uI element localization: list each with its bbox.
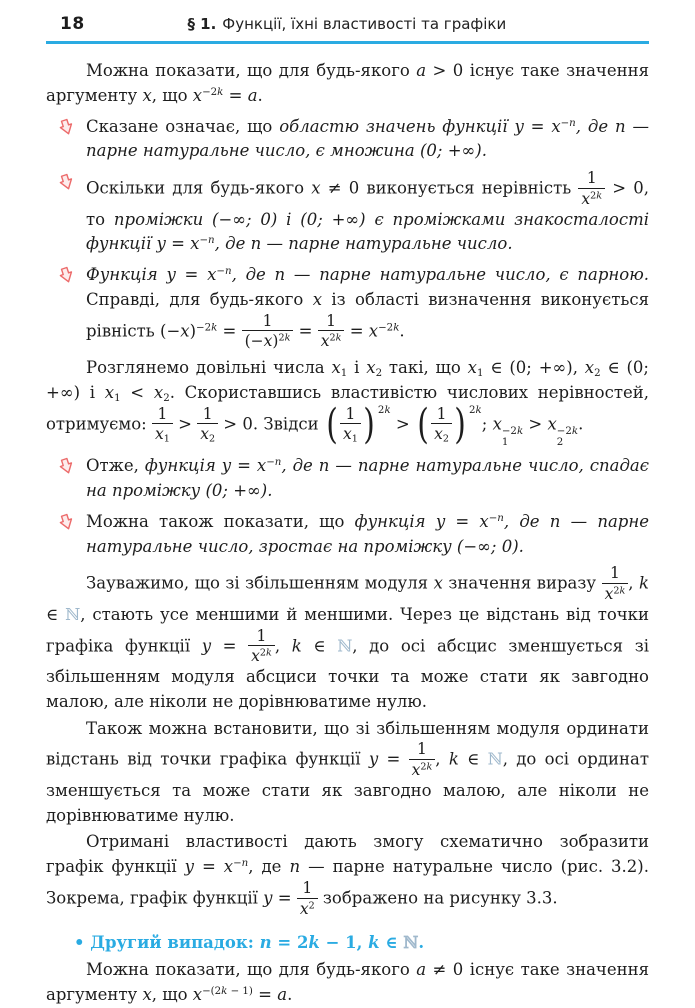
bullet-text: Сказане означає, що областю значень функції $y = x^{-n}$, де n — парне натуральне число, є множина (0; +∞). — [86, 116, 649, 161]
emphasis-text: k — [516, 425, 524, 437]
emphasis-text: x — [492, 413, 502, 433]
emphasis-text: областю значень функції $y = x^{-n}$, де n — парне натуральне число, є множина (0; +∞). — [86, 116, 649, 161]
denominator — [152, 424, 173, 443]
curved-down-arrow-icon — [59, 176, 74, 195]
fraction — [409, 741, 436, 779]
emphasis-text: k — [596, 190, 603, 202]
page-number: 18 — [60, 14, 85, 34]
emphasis-text: x — [299, 899, 309, 918]
emphasis-text: k — [221, 985, 228, 997]
natural-numbers-symbol: ℕ — [337, 635, 353, 655]
emphasis-text: x — [581, 189, 591, 208]
fraction — [578, 170, 605, 208]
emphasis-text: k — [448, 749, 459, 769]
exponent: 2k — [420, 761, 433, 773]
exponent: −2k — [556, 425, 579, 437]
emphasis-text: k — [217, 86, 224, 98]
section-title: Функції, їхні властивості та графіки — [222, 15, 507, 33]
emphasis-text: k — [291, 635, 302, 655]
fraction — [340, 406, 361, 444]
fraction — [602, 565, 629, 603]
emphasis-text: функція $y = x^{-n}$, де n — парне натуральне число, спадає на проміжку (0; +∞). — [86, 456, 650, 501]
emphasis-text: a — [247, 85, 258, 105]
emphasis-text: k — [266, 647, 272, 659]
emphasis-text: x — [251, 647, 260, 666]
emphasis-text: x — [434, 425, 443, 444]
emphasis-text: x — [180, 320, 190, 340]
exponent: 2k — [469, 404, 482, 416]
emphasis-text: k — [335, 332, 342, 344]
numerator: 1 — [318, 313, 345, 332]
sub-sup-stack — [502, 427, 523, 448]
denominator — [602, 584, 629, 603]
exponent: −2k — [202, 86, 224, 98]
emphasis-text: x — [320, 332, 330, 351]
fraction — [197, 406, 218, 444]
numerator: 1 — [197, 406, 218, 425]
numerator: 1 — [409, 741, 436, 760]
emphasis-text: a — [416, 61, 427, 80]
emphasis-text: x — [263, 332, 273, 351]
emphasis-text: k — [639, 573, 649, 593]
numerator: 1 — [297, 880, 318, 899]
paragraph: Отримані властивості дають змогу схематично зобразити графік функції $y = x^{-n}$, де n — парне натуральне число (рис. 3.2). Зокрема, графік функції y = $\frac{1}{x^2}$ зображено на рисунку 3.3. — [46, 832, 649, 918]
emphasis-text: k — [426, 761, 433, 773]
bullet-item — [46, 115, 649, 165]
bullet-item — [46, 454, 649, 504]
emphasis-text: k — [571, 425, 579, 437]
parenthesized-fraction: ( $\frac{1}{x_1}$ ) 2k — [326, 400, 391, 449]
emphasis-text: a — [277, 984, 288, 1004]
emphasis-text: функція $y = x^{-n}$, де n — парне натуральне число, зростає на проміжку (−∞; 0). — [86, 511, 650, 556]
emphasis-text: x — [153, 382, 164, 402]
fraction — [297, 880, 318, 918]
denominator — [248, 646, 275, 665]
emphasis-text: x — [433, 573, 443, 593]
emphasis-text: x — [311, 178, 321, 198]
emphasis-text: y — [263, 888, 273, 908]
bullet-item — [46, 170, 649, 257]
sub-sup-stack — [557, 427, 578, 448]
exponent: −n — [488, 512, 504, 524]
emphasis-text: x — [223, 857, 234, 877]
index: 2 — [442, 433, 449, 445]
emphasis-text: x — [547, 413, 557, 433]
bullet-item — [46, 263, 649, 350]
numerator: 1 — [578, 170, 605, 189]
emphasis-text: x — [368, 320, 379, 340]
fraction — [318, 313, 345, 351]
bullet-item — [46, 510, 649, 560]
emphasis-text: k — [211, 321, 218, 333]
denominator — [409, 760, 436, 779]
curved-down-arrow-icon — [59, 121, 74, 140]
emphasis-text: k — [368, 933, 380, 953]
emphasis-text: k — [475, 404, 482, 416]
case-heading: • Другий випадок: n = 2k − 1, k ∈ ℕ. — [74, 933, 425, 953]
exponent: 2 — [308, 900, 315, 912]
index: 1 — [163, 433, 170, 445]
exponent: −2k — [196, 321, 218, 333]
emphasis-text: x — [467, 358, 477, 377]
emphasis-text: x — [192, 85, 203, 105]
curved-down-arrow-icon — [59, 516, 74, 535]
exponent: −n — [560, 117, 576, 129]
paragraph: Також можна встановити, що зі збільшенням модуля ординати відстань від точки графіка функції y = $\frac{1}{x^{2k}}$ , k ∈ ℕ, до осі ординат зменшується та може стати як завгодно малою, але ніколи не дорівнюватиме нулю. — [46, 718, 649, 825]
exponent: −n — [199, 235, 215, 247]
index: 2 — [594, 367, 601, 379]
exponent: 2k — [278, 332, 291, 344]
denominator — [578, 189, 605, 208]
emphasis-text: Функція $y = x^{-n}$, де n — парне натуральне число, є парною. — [86, 265, 649, 284]
emphasis-text: n — [259, 933, 272, 953]
emphasis-text: x — [584, 358, 595, 377]
natural-numbers-symbol: ℕ — [65, 604, 81, 624]
index: 1 — [114, 392, 121, 404]
emphasis-text: a — [416, 960, 427, 980]
index: 2 — [375, 367, 383, 379]
exponent: 2k — [329, 332, 342, 344]
bullet-text: Отже, функція $y = x^{-n}$, де n — парне натуральне число, спадає на проміжку (0; +∞). — [86, 456, 650, 501]
exponent: 2k — [377, 404, 391, 416]
denominator — [297, 899, 318, 918]
exponent: −n — [216, 266, 232, 278]
fraction — [242, 313, 294, 351]
paragraph: Розглянемо довільні числа $x_1$ і $x_2$ такі, що $x_1$ ∈ (0; +∞), $x_2$ ∈ (0; +∞) і $x_1 < x_2$. Скориставшись властивістю числових нерівностей, отримуємо: $\frac{1}{x_1}$ > $\frac{1}{x_2}$ > 0. Звідси ( $\frac{1}{x_1}$ ) 2k > ( $\frac{1}{x_2}$ ) 2k ; x −2k 1 > x −2k 2 . — [46, 358, 649, 449]
emphasis-text: x — [331, 358, 341, 377]
emphasis-text: x — [142, 984, 152, 1004]
numerator: 1 — [248, 628, 275, 647]
exponent: 2k — [259, 647, 272, 659]
exponent: 2k — [613, 585, 626, 597]
emphasis-text: x — [312, 289, 323, 309]
denominator — [431, 424, 452, 443]
bullet-text: Функція $y = x^{-n}$, де n — парне натуральне число, є парною. Справді, для будь-якого x із області визначення виконується рівність $(-x)^{-2k}$ = $\frac{1}{(-x)^{2k}}$ = $\frac{1}{x^{2k}}$ = $x^{-2k}$. — [86, 265, 650, 351]
emphasis-text: x — [192, 984, 203, 1004]
denominator: $(-x)^{2k}$ — [244, 332, 291, 351]
emphasis-text: y — [184, 857, 194, 877]
emphasis-text: x — [142, 85, 152, 105]
natural-numbers-symbol: ℕ — [487, 749, 503, 769]
exponent: −n — [233, 858, 249, 870]
exponent: 2k — [590, 190, 603, 202]
exponent: −(2k − 1) — [202, 985, 253, 997]
running-title — [85, 15, 649, 33]
index: 2 — [208, 433, 216, 445]
index: 1 — [476, 367, 484, 379]
exponent: −n — [266, 457, 282, 469]
parenthesized-fraction: ( $\frac{1}{x_2}$ ) 2k — [417, 400, 482, 449]
denominator — [197, 424, 218, 443]
emphasis-text: x — [366, 358, 376, 377]
fraction — [431, 406, 452, 444]
index: 2 — [163, 392, 170, 404]
emphasis-text: k — [284, 332, 291, 344]
index: 2 — [556, 436, 564, 448]
index: 1 — [340, 367, 348, 379]
bullet-text: Оскільки для будь-якого x ≠ 0 виконується нерівність $\frac{1}{x^{2k}}$ > 0, то проміжки (−∞; 0) і (0; +∞) є проміжками знакосталості функції $y = x^{-n}$, де n — парне натуральне число. — [86, 169, 650, 254]
curved-down-arrow-icon — [59, 269, 74, 288]
bullet-text: Можна також показати, що функція $y = x^{-n}$, де n — парне натуральне число, зростає на проміжку (−∞; 0). — [86, 511, 650, 556]
fraction — [248, 628, 275, 666]
index: 1 — [501, 436, 509, 448]
emphasis-text: x — [154, 425, 164, 444]
emphasis-text: n — [241, 858, 249, 870]
emphasis-text: x — [342, 425, 352, 444]
exponent: −2k — [501, 425, 524, 437]
emphasis-text: k — [619, 585, 626, 597]
page-body — [0, 44, 695, 1008]
emphasis-text: x — [104, 382, 115, 402]
emphasis-text: x — [200, 425, 209, 444]
denominator — [318, 331, 345, 350]
page-header — [0, 0, 695, 44]
exponent: −2k — [378, 321, 400, 333]
numerator: 1 — [242, 313, 294, 332]
emphasis-text: n — [289, 857, 301, 877]
emphasis-text: k — [308, 933, 320, 953]
emphasis-text: k — [393, 321, 400, 333]
section-label: § 1. — [187, 15, 217, 33]
index: 1 — [351, 433, 358, 445]
curved-down-arrow-icon — [59, 460, 74, 479]
numerator: 1 — [340, 406, 361, 425]
emphasis-text: y — [201, 635, 212, 655]
emphasis-text: x — [604, 585, 614, 604]
paragraph: Можна показати, що для будь-якого a > 0 існує таке значення аргументу x, що $x^{-2k} = a$. — [46, 61, 649, 105]
numerator: 1 — [602, 565, 629, 584]
paragraph: Можна показати, що для будь-якого a ≠ 0 існує таке значення аргументу x, що $x^{-(2k - 1)} = a$. — [46, 960, 649, 1004]
natural-numbers-symbol: ℕ — [403, 933, 419, 953]
numerator: 1 — [152, 406, 173, 425]
fraction — [152, 406, 173, 444]
emphasis-text: y — [368, 749, 379, 769]
paragraph: Зауважимо, що зі збільшенням модуля x значення виразу $\frac{1}{x^{2k}}$ , k ∈ ℕ, стають усе меншими й меншими. Через це відстань від точки графіка функції y = $\frac{1}{x^{2k}}$ , k ∈ ℕ, до осі абсцис зменшується зі збільшенням модуля абсциси точки та може стати як завгодно малою, але ніколи не дорівнюватиме нулю. — [46, 564, 649, 711]
denominator — [340, 424, 361, 443]
numerator: 1 — [431, 406, 452, 425]
emphasis-text: x — [411, 761, 421, 780]
emphasis-text: k — [384, 404, 391, 416]
emphasis-text: проміжки (−∞; 0) і (0; +∞) є проміжками знакосталості функції $y = x^{-n}$, де n — парне натуральне число. — [86, 209, 649, 254]
